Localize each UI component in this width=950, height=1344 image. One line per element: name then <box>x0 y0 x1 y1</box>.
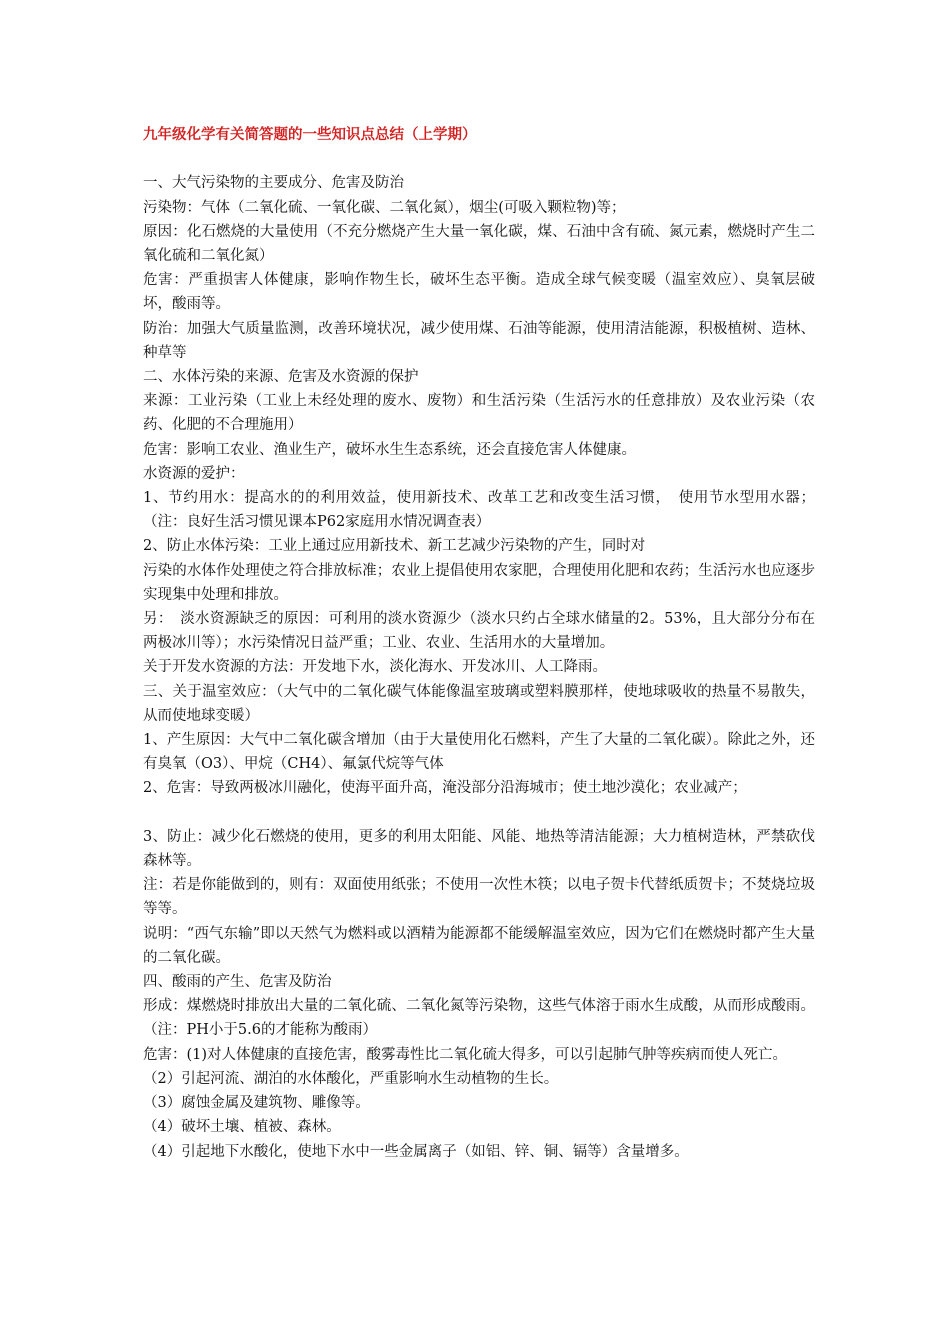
paragraph-line: 防治：加强大气质量监测，改善环境状况，减少使用煤、石油等能源，使用清洁能源，积极植树、造林、种草等 <box>143 320 815 361</box>
document-title: 九年级化学有关简答题的一些知识点总结（上学期） <box>143 127 477 143</box>
paragraph-line: （3）腐蚀金属及建筑物、雕像等。 <box>143 1095 370 1112</box>
paragraph-line: 2、防止水体污染：工业上通过应用新技术、新工艺减少污染物的产生，同时对 <box>143 538 646 555</box>
paragraph-line: 1、产生原因：大气中二氧化碳含增加（由于大量使用化石燃料，产生了大量的二氧化碳）。除此之外，还有臭氧（O3）、甲烷（CH4）、氟氯代烷等气体 <box>143 732 815 773</box>
paragraph-line: 污染的水体作处理使之符合排放标准；农业上提倡使用农家肥，合理使用化肥和农药；生活污水也应逐步实现集中处理和排放。 <box>143 562 815 603</box>
paragraph-line: 注：若是你能做到的，则有：双面使用纸张；不使用一次性木筷；以电子贺卡代替纸质贺卡；不焚烧垃圾等等。 <box>143 877 815 918</box>
paragraph-line: 另： 淡水资源缺乏的原因：可利用的淡水资源少（淡水只约占全球水储量的2。53%，且大部分分布在两极冰川等）；水污染情况日益严重；工业、农业、生活用水的大量增加。 <box>143 611 815 652</box>
paragraph-line: 污染物：气体（二氧化硫、一氧化碳、二氧化氮），烟尘(可吸入颗粒物)等； <box>143 199 626 216</box>
paragraph-line: 水资源的爱护： <box>143 465 245 482</box>
paragraph-line: 一、大气污染物的主要成分、危害及防治 <box>143 175 404 192</box>
paragraph-line: 原因：化石燃烧的大量使用（不充分燃烧产生大量一氧化碳，煤、石油中含有硫、氮元素，燃烧时产生二氧化硫和二氧化氮） <box>143 223 815 264</box>
paragraph-line: 危害：影响工农业、渔业生产，破坏水生生态系统，还会直接危害人体健康。 <box>143 441 636 458</box>
paragraph-line: （4）引起地下水酸化，使地下水中一些金属离子（如铝、锌、铜、镉等）含量增多。 <box>143 1143 689 1160</box>
paragraph-line: 2、危害：导致两极冰川融化，使海平面升高，淹没部分沿海城市；使土地沙漠化；农业减产； <box>143 780 747 797</box>
paragraph-line: 关于开发水资源的方法：开发地下水，淡化海水、开发冰川、人工降雨。 <box>143 659 607 676</box>
paragraph-line: 说明：“西气东输”即以天然气为燃料或以酒精为能源都不能缓解温室效应，因为它们在燃烧时都产生大量的二氧化碳。 <box>143 925 815 966</box>
document-body <box>143 171 815 1163</box>
paragraph-line: 二、水体污染的来源、危害及水资源的保护 <box>143 369 419 386</box>
paragraph-line: 危害：(1)对人体健康的直接危害，酸雾毒性比二氧化硫大得多，可以引起肺气肿等疾病而使人死亡。 <box>143 1046 788 1063</box>
paragraph-line: 四、酸雨的产生、危害及防治 <box>143 974 332 991</box>
paragraph-line: 三、关于温室效应：（大气中的二氧化碳气体能像温室玻璃或塑料膜那样，使地球吸收的热量不易散失，从而使地球变暖） <box>143 683 815 724</box>
paragraph-line: （2）引起河流、湖泊的水体酸化，严重影响水生动植物的生长。 <box>143 1070 559 1087</box>
paragraph-line: 来源：工业污染（工业上未经处理的废水、废物）和生活污染（生活污水的任意排放）及农业污染（农药、化肥的不合理施用） <box>143 393 815 434</box>
paragraph-line: （4）破坏土壤、植被、森林。 <box>143 1119 341 1136</box>
blank-line <box>143 801 815 825</box>
document-page <box>143 123 815 1164</box>
paragraph-line: 1、节约用水：提高水的的利用效益，使用新技术、改革工艺和改变生活习惯， 使用节水型用水器；（注：良好生活习惯见课本P62家庭用水情况调查表） <box>143 490 815 531</box>
paragraph-line: 3、防止：减少化石燃烧的使用，更多的利用太阳能、风能、地热等清洁能源；大力植树造林，严禁砍伐森林等。 <box>143 828 815 870</box>
paragraph-line: 形成：煤燃烧时排放出大量的二氧化硫、二氧化氮等污染物，这些气体溶于雨水生成酸，从而形成酸雨。（注：PH小于5.6的才能称为酸雨） <box>143 998 815 1039</box>
paragraph-line: 危害：严重损害人体健康，影响作物生长，破坏生态平衡。造成全球气候变暖（温室效应）、臭氧层破坏，酸雨等。 <box>143 272 815 313</box>
